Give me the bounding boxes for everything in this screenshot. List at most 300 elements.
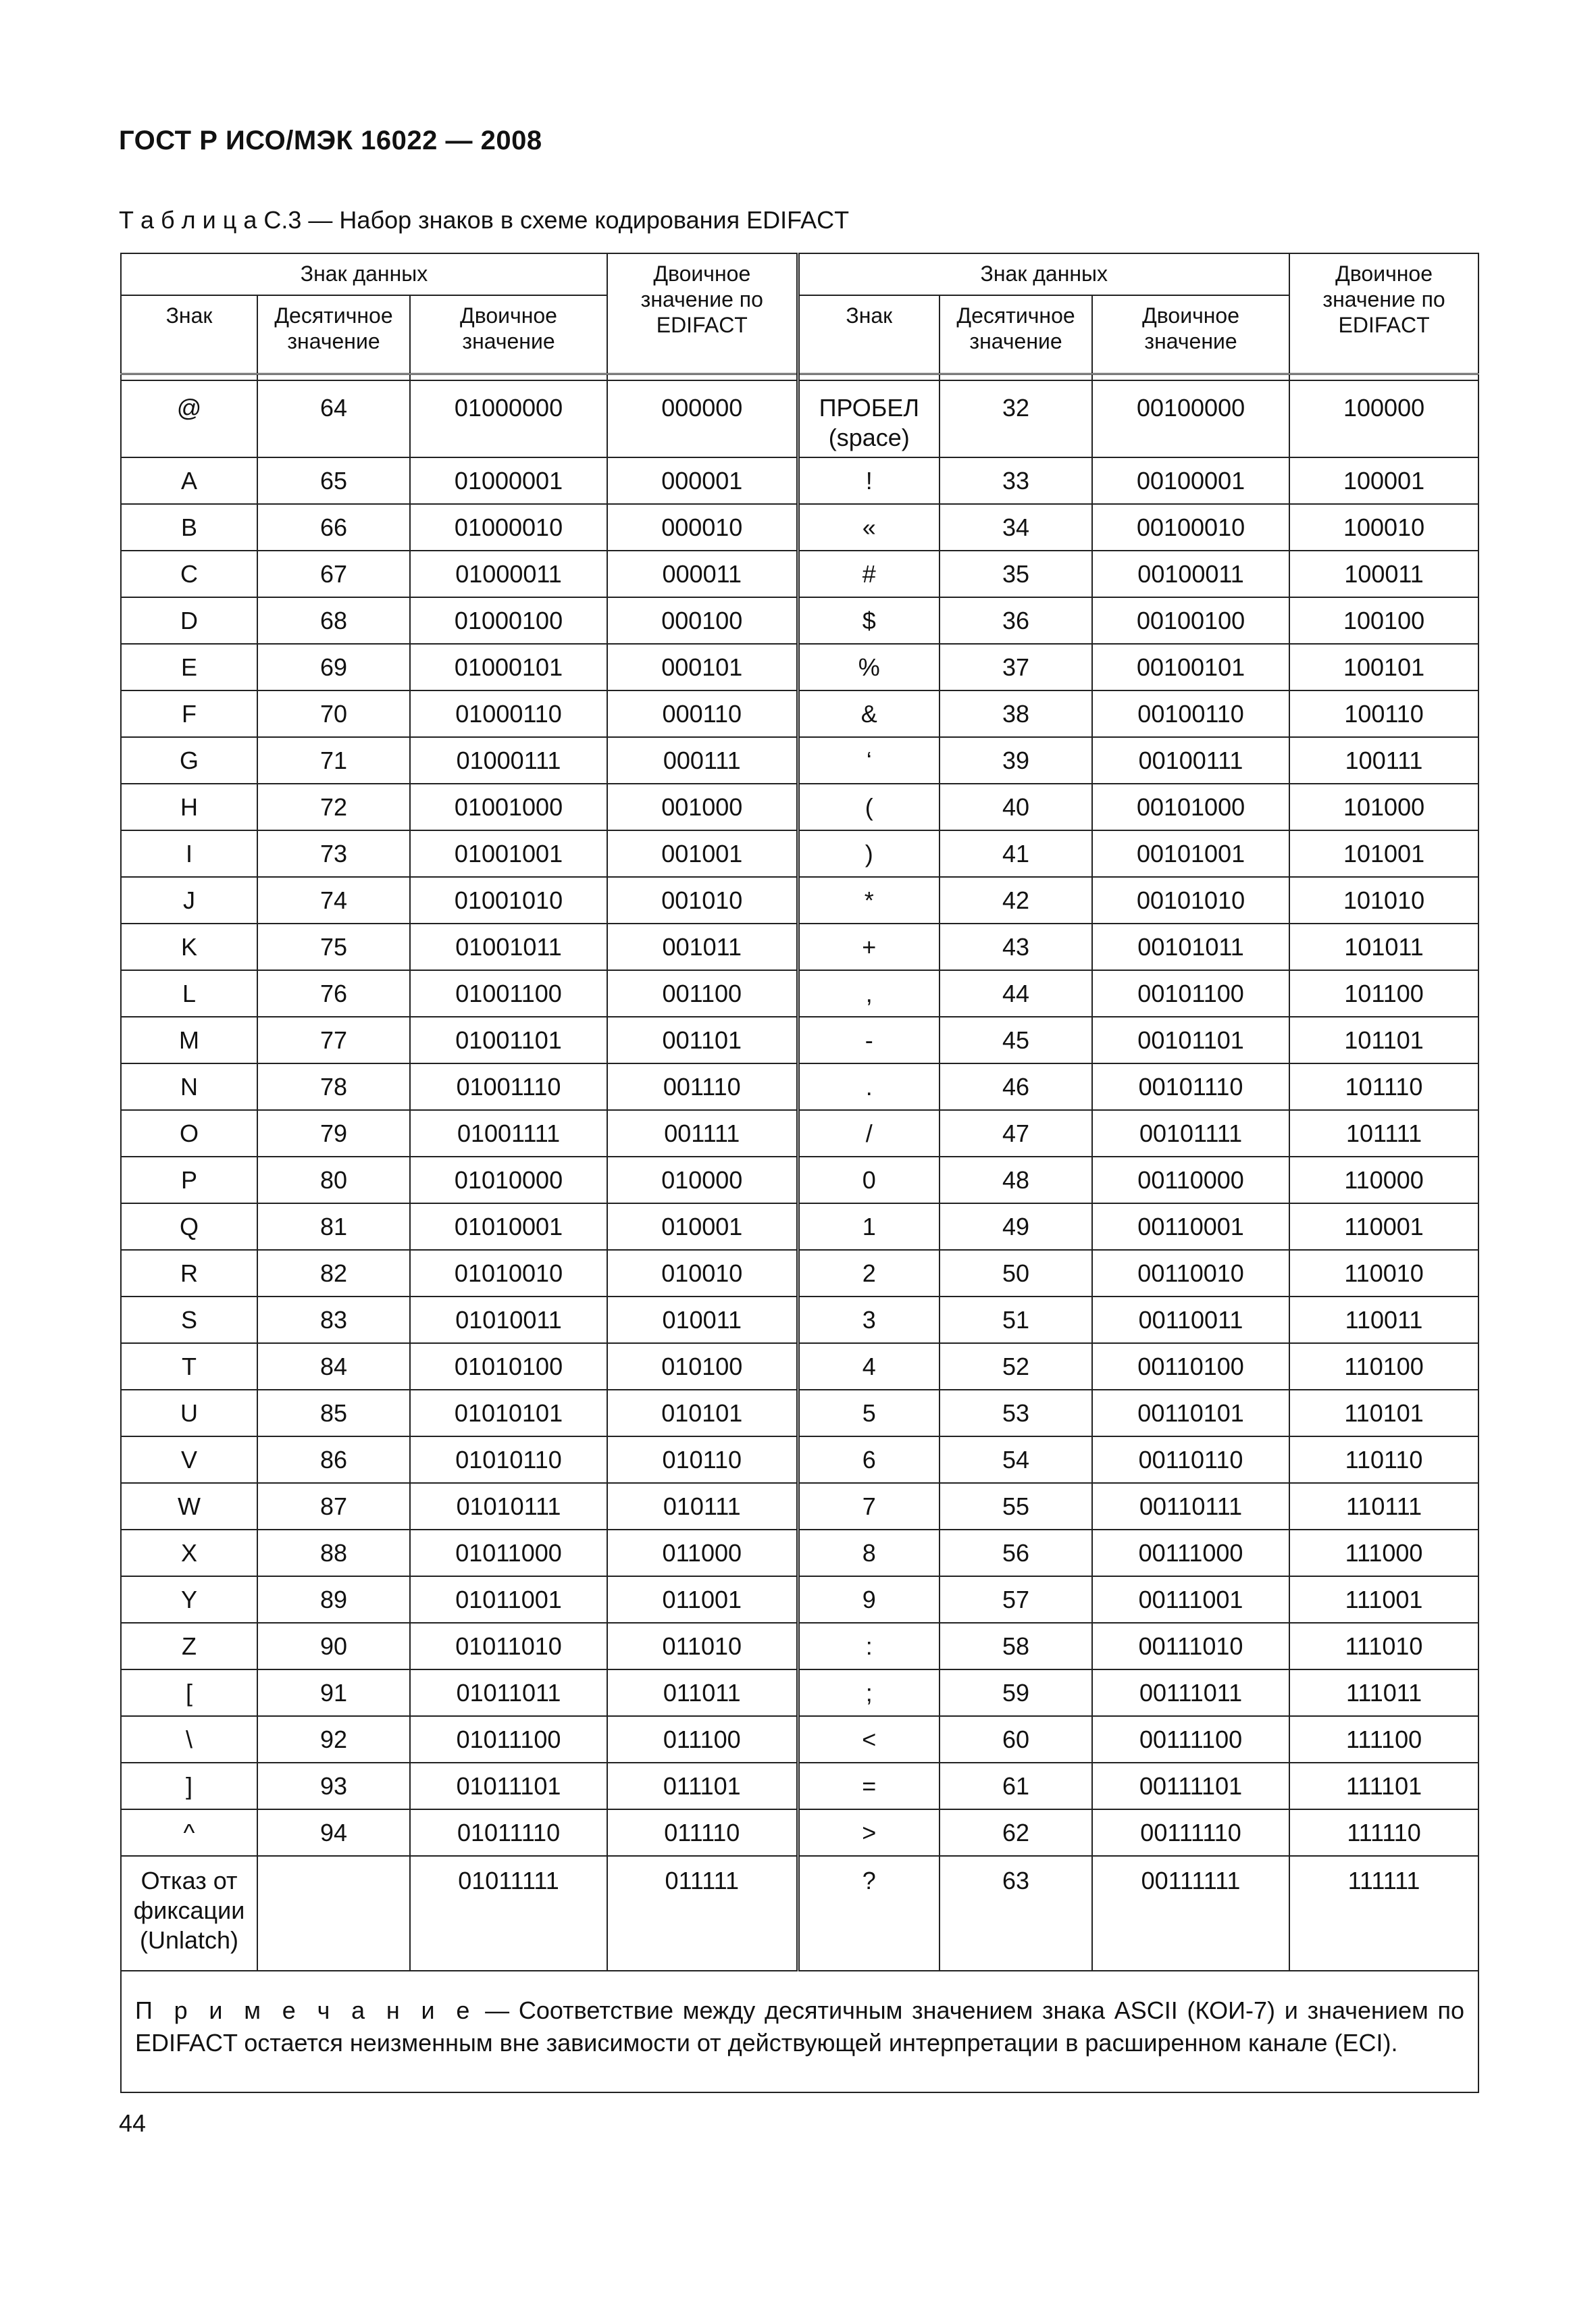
cell-decimal-right: [939, 1390, 1092, 1436]
cell-text: 110001: [1344, 1213, 1424, 1240]
cell-text: 52: [1002, 1353, 1030, 1380]
cell-text: 00100010: [1136, 513, 1245, 541]
cell-text: 01011001: [455, 1586, 562, 1613]
cell-decimal-left: [257, 1576, 410, 1623]
table-row: [121, 1856, 1478, 1971]
cell-text: J: [183, 886, 195, 914]
table-row: [121, 690, 1478, 737]
page-header: ГОСТ Р ИСО/МЭК 16022 — 2008: [119, 126, 542, 155]
cell-text: A: [180, 467, 197, 495]
cell-text: 011000: [662, 1539, 742, 1567]
cell-decimal-right: [939, 1530, 1092, 1576]
cell-text: 01010110: [455, 1446, 562, 1474]
table-row: [121, 644, 1478, 690]
cell-binary-left: [410, 1483, 607, 1530]
cell-text: 101111: [1346, 1120, 1422, 1147]
cell-edifact-right: [1289, 1297, 1478, 1343]
cell-edifact-right: [1289, 1343, 1478, 1390]
cell-decimal-left: [257, 877, 410, 924]
cell-sign-right: [798, 690, 939, 737]
cell-binary-right: [1092, 1250, 1289, 1297]
cell-text: 01001100: [455, 980, 562, 1007]
cell-edifact-left: [607, 1157, 798, 1203]
cell-text: 8: [862, 1539, 876, 1567]
cell-binary-right: [1092, 690, 1289, 737]
cell-binary-right: [1092, 1669, 1289, 1716]
cell-decimal-right: [939, 597, 1092, 644]
cell-text: 00110100: [1137, 1353, 1244, 1380]
cell-text: 01011110: [457, 1819, 561, 1846]
cell-text: 00100100: [1136, 607, 1245, 634]
cell-text: 011011: [663, 1679, 741, 1707]
cell-text: 100010: [1343, 513, 1425, 541]
cell-text: 56: [1002, 1539, 1030, 1567]
cell-sign-left: [121, 1343, 257, 1390]
cell-edifact-left: [607, 1203, 798, 1250]
cell-text: 81: [319, 1213, 348, 1240]
cell-text: 110100: [1344, 1353, 1424, 1380]
cell-sign-left: [121, 1809, 257, 1856]
cell-edifact-right: [1289, 1669, 1478, 1716]
cell-text: 010100: [661, 1353, 743, 1380]
cell-decimal-left: [257, 1297, 410, 1343]
cell-edifact-left: [607, 1250, 798, 1297]
cell-text: 50: [1002, 1259, 1030, 1287]
cell-text: I: [185, 840, 192, 867]
cell-text: 111011: [1346, 1679, 1422, 1707]
cell-edifact-right: [1289, 1203, 1478, 1250]
cell-binary-left: [410, 1716, 607, 1763]
table-row: [121, 1343, 1478, 1390]
cell-text: 01000011: [455, 560, 562, 588]
cell-text: 3: [862, 1306, 876, 1334]
cell-edifact-right: [1289, 1063, 1478, 1110]
cell-text: 011101: [663, 1772, 741, 1800]
cell-text: 001001: [661, 840, 743, 867]
cell-text: 90: [319, 1632, 348, 1660]
cell-binary-right: [1092, 1530, 1289, 1576]
cell-text: 00111100: [1139, 1726, 1243, 1753]
cell-decimal-right: [939, 924, 1092, 970]
cell-edifact-right: [1289, 784, 1478, 830]
table-row: [121, 1436, 1478, 1483]
cell-text: 000100: [661, 607, 743, 634]
cell-text: 00110111: [1139, 1492, 1243, 1520]
cell-edifact-left: [607, 737, 798, 784]
cell-text: 101011: [1344, 933, 1424, 961]
cell-text: 59: [1002, 1679, 1030, 1707]
cell-edifact-left: [607, 1483, 798, 1530]
cell-text: 01010100: [454, 1353, 563, 1380]
cell-edifact-left: [607, 1576, 798, 1623]
cell-text: 000011: [662, 560, 742, 588]
cell-text: 49: [1002, 1213, 1030, 1240]
cell-text: 01011100: [456, 1726, 561, 1753]
cell-text: 110011: [1345, 1306, 1423, 1334]
cell-text: 91: [319, 1679, 348, 1707]
cell-text: 00100101: [1136, 653, 1245, 681]
cell-sign-left: [121, 1763, 257, 1809]
cell-decimal-left: [257, 1250, 410, 1297]
cell-sign-left: [121, 504, 257, 551]
cell-binary-left: [410, 1809, 607, 1856]
cell-text: 01010001: [454, 1213, 563, 1240]
cell-decimal-right: [939, 1343, 1092, 1390]
cell-text: 75: [319, 933, 348, 961]
cell-text: ]: [185, 1772, 192, 1800]
cell-binary-right: [1092, 1436, 1289, 1483]
table-row: [121, 1017, 1478, 1063]
cell-edifact-right: [1289, 830, 1478, 877]
cell-decimal-right: [939, 970, 1092, 1017]
cell-text: 85: [319, 1399, 348, 1427]
table-row: [121, 1250, 1478, 1297]
cell-decimal-left: [257, 1530, 410, 1576]
cell-sign-left: [121, 1110, 257, 1157]
cell-binary-left: [410, 1856, 607, 1971]
cell-text: 01011011: [456, 1679, 561, 1707]
cell-sign-right: [798, 1576, 939, 1623]
cell-text: 00100000: [1136, 394, 1245, 422]
header-decimal-right: Десятичное значение: [939, 295, 1092, 374]
cell-decimal-left: [257, 1669, 410, 1716]
cell-text: 41: [1002, 840, 1030, 867]
cell-binary-right: [1092, 380, 1289, 457]
cell-text: /: [865, 1120, 873, 1147]
table-row: [121, 597, 1478, 644]
cell-decimal-left: [257, 1063, 410, 1110]
cell-decimal-left: [257, 1343, 410, 1390]
cell-binary-right: [1092, 1297, 1289, 1343]
cell-binary-left: [410, 1530, 607, 1576]
cell-sign-left: [121, 1436, 257, 1483]
cell-text: 33: [1002, 467, 1030, 495]
cell-sign-left: [121, 380, 257, 457]
cell-edifact-left: [607, 1856, 798, 1971]
cell-text: 101101: [1344, 1026, 1424, 1054]
cell-text: 71: [319, 747, 348, 774]
cell-binary-right: [1092, 1063, 1289, 1110]
cell-decimal-left: [257, 644, 410, 690]
note-text: — Соответствие между десятичным значением знака ASCII (КОИ-7) и значением по EDIFACT остается неизменным вне зависимости от действующей интерпретации в расширенном канале (ECI).: [135, 1996, 1465, 2057]
cell-text: 100011: [1344, 560, 1424, 588]
cell-text: R: [180, 1259, 198, 1287]
cell-binary-left: [410, 644, 607, 690]
cell-text: Q: [179, 1213, 199, 1240]
cell-binary-left: [410, 1576, 607, 1623]
cell-binary-right: [1092, 1343, 1289, 1390]
cell-decimal-left: [257, 1809, 410, 1856]
cell-text: C: [180, 560, 198, 588]
cell-text: 01011111: [458, 1867, 559, 1894]
cell-text: 01011000: [455, 1539, 562, 1567]
note-label: П р и м е ч а н и е: [135, 1996, 476, 2024]
table-row: [121, 784, 1478, 830]
table-row: [121, 457, 1478, 504]
cell-text: 51: [1002, 1306, 1030, 1334]
cell-text: 01001110: [456, 1073, 561, 1101]
cell-text: 53: [1002, 1399, 1030, 1427]
cell-edifact-right: [1289, 1250, 1478, 1297]
cell-text: M: [179, 1026, 199, 1054]
cell-text: T: [182, 1353, 197, 1380]
cell-sign-right: [798, 784, 939, 830]
header-row-group: [121, 253, 1478, 295]
cell-decimal-right: [939, 1856, 1092, 1971]
cell-binary-right: [1092, 1483, 1289, 1530]
header-row-columns: [121, 295, 1478, 374]
cell-text: ;: [865, 1679, 873, 1707]
cell-text: %: [858, 653, 880, 681]
cell-edifact-left: [607, 1623, 798, 1669]
cell-sign-left: [121, 1157, 257, 1203]
cell-edifact-left: [607, 380, 798, 457]
table-body: [121, 374, 1478, 1971]
cell-binary-left: [410, 1436, 607, 1483]
cell-text: 62: [1002, 1819, 1030, 1846]
cell-text: $: [862, 607, 876, 634]
cell-text: =: [862, 1772, 877, 1800]
cell-decimal-left: [257, 1390, 410, 1436]
cell-binary-right: [1092, 457, 1289, 504]
cell-decimal-right: [939, 380, 1092, 457]
cell-sign-left: [121, 1390, 257, 1436]
cell-edifact-left: [607, 504, 798, 551]
cell-decimal-right: [939, 1157, 1092, 1203]
table-row: [121, 1576, 1478, 1623]
cell-text: 5: [862, 1399, 876, 1427]
cell-text: 00101110: [1138, 1073, 1243, 1101]
cell-text: 55: [1002, 1492, 1030, 1520]
cell-text: 00111001: [1138, 1586, 1243, 1613]
cell-edifact-right: [1289, 1576, 1478, 1623]
table-row: [121, 1297, 1478, 1343]
cell-text: 44: [1002, 980, 1030, 1007]
cell-sign-right: [798, 830, 939, 877]
cell-sign-right: [798, 1017, 939, 1063]
cell-text: 00101000: [1136, 793, 1245, 821]
cell-sign-left: [121, 690, 257, 737]
cell-text: 000000: [661, 394, 743, 422]
cell-text: 00100110: [1137, 700, 1244, 728]
cell-decimal-right: [939, 830, 1092, 877]
cell-decimal-left: [257, 970, 410, 1017]
cell-text: 00100001: [1136, 467, 1245, 495]
cell-text: O: [179, 1120, 199, 1147]
cell-text: [: [185, 1679, 192, 1707]
cell-edifact-left: [607, 1530, 798, 1576]
cell-text: 48: [1002, 1166, 1030, 1194]
cell-binary-right: [1092, 1623, 1289, 1669]
cell-decimal-left: [257, 1483, 410, 1530]
cell-decimal-right: [939, 644, 1092, 690]
table-row: [121, 504, 1478, 551]
cell-text: 7: [862, 1492, 876, 1520]
cell-text: 01011010: [455, 1632, 562, 1660]
cell-binary-left: [410, 1063, 607, 1110]
cell-edifact-right: [1289, 1856, 1478, 1971]
cell-text: 111100: [1346, 1726, 1422, 1753]
cell-edifact-right: [1289, 877, 1478, 924]
cell-binary-left: [410, 1343, 607, 1390]
table-row: [121, 830, 1478, 877]
table-row: [121, 1157, 1478, 1203]
cell-text: \: [185, 1726, 192, 1753]
table-caption: Т а б л и ц а С.3 — Набор знаков в схеме кодирования EDIFACT: [119, 206, 850, 234]
cell-edifact-right: [1289, 1390, 1478, 1436]
cell-decimal-right: [939, 737, 1092, 784]
cell-decimal-left: [257, 1436, 410, 1483]
cell-text: 00110000: [1137, 1166, 1244, 1194]
cell-sign-right: [798, 877, 939, 924]
cell-decimal-left: [257, 1157, 410, 1203]
header-decimal-left: Десятичное значение: [257, 295, 410, 374]
cell-decimal-left: [257, 1623, 410, 1669]
cell-text: 000001: [661, 467, 743, 495]
cell-text: 36: [1002, 607, 1030, 634]
cell-binary-left: [410, 457, 607, 504]
cell-edifact-left: [607, 1809, 798, 1856]
cell-edifact-right: [1289, 504, 1478, 551]
cell-sign-left: [121, 1856, 257, 1971]
cell-text: :: [865, 1632, 873, 1660]
cell-text: ,: [865, 980, 873, 1007]
cell-binary-right: [1092, 644, 1289, 690]
table-row: [121, 1530, 1478, 1576]
cell-text: 77: [319, 1026, 348, 1054]
cell-text: 9: [862, 1586, 876, 1613]
table-row: [121, 1763, 1478, 1809]
table-row: [121, 1809, 1478, 1856]
cell-text: ПРОБЕЛ: [819, 394, 919, 422]
cell-edifact-left: [607, 551, 798, 597]
header-sign-left: Знак: [121, 295, 257, 374]
cell-binary-left: [410, 504, 607, 551]
cell-text: 66: [319, 513, 348, 541]
cell-sign-right: [798, 1343, 939, 1390]
cell-text: 87: [319, 1492, 348, 1520]
table-row: [121, 737, 1478, 784]
cell-text: F: [182, 700, 197, 728]
cell-text: 32: [1002, 394, 1030, 422]
cell-text: 01010010: [454, 1259, 563, 1287]
cell-edifact-left: [607, 877, 798, 924]
cell-edifact-left: [607, 597, 798, 644]
cell-text: 101001: [1343, 840, 1425, 867]
cell-sign-left: [121, 1483, 257, 1530]
cell-decimal-left: [257, 597, 410, 644]
cell-decimal-left: [257, 1716, 410, 1763]
cell-edifact-left: [607, 1436, 798, 1483]
cell-decimal-left: [257, 1203, 410, 1250]
cell-text: 76: [319, 980, 348, 1007]
cell-text: 00111000: [1138, 1539, 1243, 1567]
cell-binary-left: [410, 784, 607, 830]
cell-text: ‘: [866, 747, 872, 774]
cell-binary-right: [1092, 1017, 1289, 1063]
cell-text: 70: [319, 700, 348, 728]
cell-edifact-left: [607, 1390, 798, 1436]
cell-edifact-right: [1289, 1017, 1478, 1063]
cell-sign-right: [798, 1763, 939, 1809]
cell-text: 47: [1002, 1120, 1030, 1147]
cell-text: Y: [180, 1586, 197, 1613]
cell-decimal-right: [939, 1017, 1092, 1063]
cell-text: X: [180, 1539, 197, 1567]
table-row: [121, 970, 1478, 1017]
cell-sign-right: [798, 1390, 939, 1436]
cell-edifact-right: [1289, 970, 1478, 1017]
cell-text: 010111: [663, 1492, 741, 1520]
cell-text: B: [180, 513, 197, 541]
cell-binary-left: [410, 597, 607, 644]
cell-text: 86: [319, 1446, 348, 1474]
cell-text: 110110: [1345, 1446, 1423, 1474]
cell-sign-right: [798, 644, 939, 690]
cell-sign-right: [798, 380, 939, 457]
cell-binary-right: [1092, 877, 1289, 924]
cell-edifact-left: [607, 970, 798, 1017]
cell-binary-left: [410, 1297, 607, 1343]
header-edifact-right: Двоичное значение по EDIFACT: [1289, 253, 1478, 374]
cell-text: 101010: [1343, 886, 1425, 914]
cell-binary-left: [410, 877, 607, 924]
cell-sign-left: [121, 1017, 257, 1063]
cell-text: 01010000: [454, 1166, 563, 1194]
cell-edifact-right: [1289, 690, 1478, 737]
cell-text: 00110001: [1137, 1213, 1244, 1240]
cell-text: .: [865, 1073, 873, 1101]
table-row: [121, 551, 1478, 597]
cell-text: H: [180, 793, 198, 821]
cell-text: 010011: [662, 1306, 742, 1334]
cell-text: 010010: [661, 1259, 743, 1287]
cell-binary-left: [410, 1390, 607, 1436]
header-data-sign-group-left: Знак данных: [121, 253, 607, 295]
cell-text: 37: [1002, 653, 1030, 681]
cell-text: 011010: [662, 1632, 742, 1660]
cell-sign-left: [121, 924, 257, 970]
cell-binary-right: [1092, 1110, 1289, 1157]
cell-text: 00101111: [1139, 1120, 1243, 1147]
cell-text: G: [179, 747, 199, 774]
cell-text: 001101: [662, 1026, 742, 1054]
cell-sign-right: [798, 737, 939, 784]
cell-binary-right: [1092, 784, 1289, 830]
cell-decimal-left: [257, 504, 410, 551]
cell-decimal-left: [257, 830, 410, 877]
cell-sign-left: [121, 737, 257, 784]
cell-text: 01001101: [455, 1026, 562, 1054]
cell-binary-left: [410, 1017, 607, 1063]
cell-edifact-left: [607, 830, 798, 877]
cell-text: 89: [319, 1586, 348, 1613]
cell-text: 000010: [661, 513, 743, 541]
cell-edifact-left: [607, 1343, 798, 1390]
cell-edifact-right: [1289, 1716, 1478, 1763]
cell-text: 111000: [1345, 1539, 1423, 1567]
cell-decimal-left: [257, 1763, 410, 1809]
cell-text: 110010: [1344, 1259, 1424, 1287]
cell-text: V: [180, 1446, 197, 1474]
cell-decimal-right: [939, 1250, 1092, 1297]
cell-text: 83: [319, 1306, 348, 1334]
cell-binary-left: [410, 1623, 607, 1669]
cell-decimal-right: [939, 1669, 1092, 1716]
cell-binary-left: [410, 1110, 607, 1157]
cell-decimal-right: [939, 1809, 1092, 1856]
cell-edifact-right: [1289, 457, 1478, 504]
